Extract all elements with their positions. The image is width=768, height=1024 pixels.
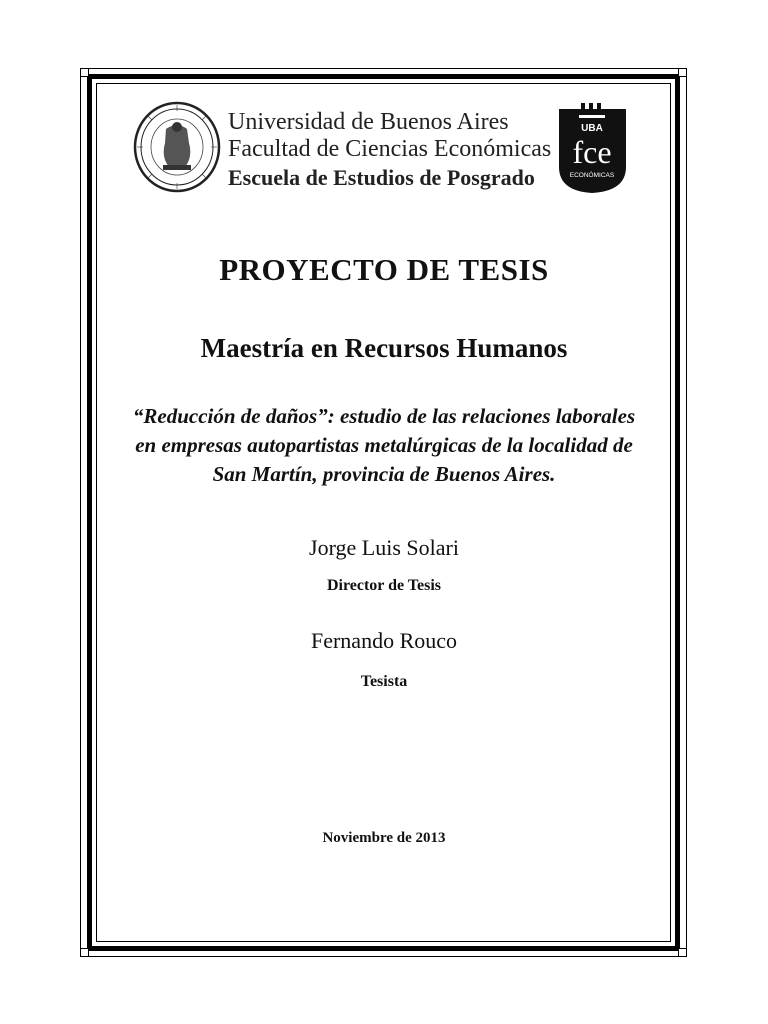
thesis-title-line-2: en empresas autopartistas metalúrgicas de la localidad de (135, 433, 633, 457)
university-seal-icon (133, 101, 221, 193)
document-title: PROYECTO DE TESIS (219, 252, 549, 287)
program-name: Maestría en Recursos Humanos (200, 333, 568, 363)
document-date: Noviembre de 2013 (322, 830, 446, 846)
frame-corner-top-left (80, 68, 89, 77)
thesis-title (100, 402, 668, 489)
logo-bottom-text: ECONÓMICAS (569, 172, 615, 179)
thesis-title-line-1: “Reducción de daños”: estudio de las relaciones laborales (132, 404, 636, 428)
institution-header (125, 95, 645, 215)
thesis-title-line-3: San Martín, provincia de Buenos Aires. (212, 462, 556, 486)
university-name: Universidad de Buenos Aires (228, 109, 509, 135)
director-name: Jorge Luis Solari (309, 535, 459, 560)
director-role: Director de Tesis (326, 577, 442, 594)
institution-name-block (228, 109, 558, 193)
logo-top-text: UBA (581, 123, 603, 134)
student-name: Fernando Rouco (310, 628, 458, 653)
fce-logo (555, 101, 630, 196)
frame-corner-bottom-right (678, 948, 687, 957)
faculty-name: Facultad de Ciencias Económicas (228, 136, 552, 162)
logo-main-text: fce (572, 134, 612, 170)
frame-corner-bottom-left (80, 948, 89, 957)
student-role: Tesista (360, 673, 408, 690)
school-name: Escuela de Estudios de Posgrado (228, 165, 535, 190)
frame-corner-top-right (678, 68, 687, 77)
